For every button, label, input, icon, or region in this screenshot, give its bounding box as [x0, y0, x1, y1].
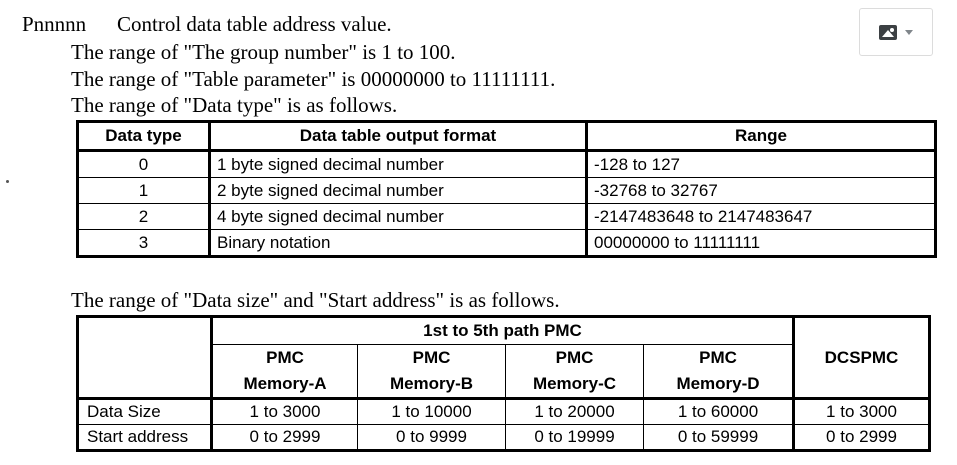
cell-type: 0: [78, 151, 210, 178]
chevron-down-icon: [905, 30, 913, 35]
cell-memory-b: 0 to 9999: [358, 425, 506, 451]
table-row: [78, 204, 936, 230]
cell-memory-a: 1 to 3000: [212, 399, 358, 425]
row-label-data-size: Data Size: [78, 399, 212, 425]
cell-type: 2: [78, 204, 210, 230]
table-row: [78, 425, 930, 451]
header-memory-c: PMC Memory-C: [506, 345, 644, 399]
size-intro: The range of "Data size" and "Start address" is as follows.: [71, 288, 560, 312]
cell-memory-d: 1 to 60000: [644, 399, 794, 425]
cell-format: 2 byte signed decimal number: [210, 178, 587, 204]
heading-line: [22, 12, 392, 37]
corner-cell: [78, 317, 212, 399]
table-header-row: [78, 122, 936, 151]
header-memory-a: PMC Memory-A: [212, 345, 358, 399]
cell-type: 1: [78, 178, 210, 204]
group-number-range: The range of "The group number" is 1 to 100.: [71, 40, 456, 64]
cell-type: 3: [78, 230, 210, 257]
image-options-button[interactable]: [859, 8, 933, 56]
cell-memory-c: 0 to 19999: [506, 425, 644, 451]
header-range: Range: [587, 122, 936, 151]
cell-format: 4 byte signed decimal number: [210, 204, 587, 230]
data-size-table: [76, 315, 931, 452]
table-row: [78, 151, 936, 178]
parameter-code: Pnnnnn: [22, 12, 87, 36]
row-label-start-address: Start address: [78, 425, 212, 451]
data-type-table: [76, 120, 937, 258]
cell-range: -2147483648 to 2147483647: [587, 204, 936, 230]
cell-range: 00000000 to 11111111: [587, 230, 936, 257]
table-header-row: [78, 317, 930, 345]
cell-memory-b: 1 to 10000: [358, 399, 506, 425]
parameter-title: Control data table address value.: [117, 12, 392, 36]
cell-range: -128 to 127: [587, 151, 936, 178]
cell-dcspmc: 0 to 2999: [794, 425, 930, 451]
margin-dot: [6, 180, 9, 183]
header-memory-b: PMC Memory-B: [358, 345, 506, 399]
table-row: [78, 178, 936, 204]
cell-memory-c: 1 to 20000: [506, 399, 644, 425]
cell-range: -32768 to 32767: [587, 178, 936, 204]
cell-memory-a: 0 to 2999: [212, 425, 358, 451]
table-row: [78, 230, 936, 257]
image-icon: [879, 25, 897, 40]
cell-format: Binary notation: [210, 230, 587, 257]
header-memory-d: PMC Memory-D: [644, 345, 794, 399]
header-data-type: Data type: [78, 122, 210, 151]
table-parameter-range: The range of "Table parameter" is 00000000 to 11111111.: [71, 67, 556, 91]
header-dcspmc: DCSPMC: [794, 317, 930, 399]
table-row: [78, 399, 930, 425]
cell-format: 1 byte signed decimal number: [210, 151, 587, 178]
header-path-pmc: 1st to 5th path PMC: [212, 317, 794, 345]
data-type-intro: The range of "Data type" is as follows.: [71, 93, 398, 117]
cell-dcspmc: 1 to 3000: [794, 399, 930, 425]
cell-memory-d: 0 to 59999: [644, 425, 794, 451]
header-output-format: Data table output format: [210, 122, 587, 151]
